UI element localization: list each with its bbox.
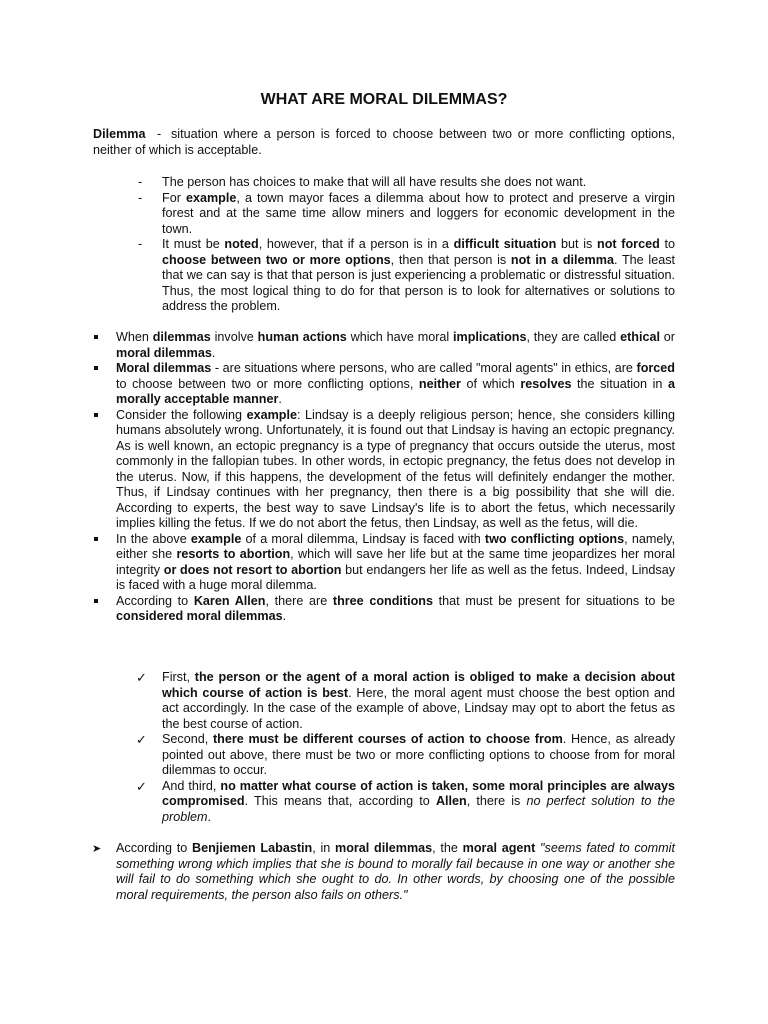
square-bullet-icon xyxy=(94,537,98,541)
dash-bullet-icon: - xyxy=(138,237,143,251)
list-item: ✓ First, the person or the agent of a moral action is obliged to make a decision about which course of action is best. Here, the moral agent must choose the best option and act accordingly. In the case of the example of above, Lindsay may opt to abort the fetus as the best course of action. xyxy=(136,670,675,731)
definition-term: Dilemma xyxy=(93,127,146,141)
definition-dash: - xyxy=(157,127,162,141)
list-item: - The person has choices to make that will all have results she does not want. xyxy=(138,175,587,189)
checkmark-icon: ✓ xyxy=(136,670,147,685)
square-bullet-icon xyxy=(94,366,98,370)
list-item: ✓ And third, no matter what course of action is taken, some moral principles are always compromised. This means that, according to Allen, there is no perfect solution to the problem. xyxy=(136,778,675,824)
dash-bullet-icon: - xyxy=(138,190,143,205)
square-bullet-icon xyxy=(94,413,98,417)
list-item: Moral dilemmas - are situations where persons, who are called "moral agents" in ethics, are forced to choose between two or more conflicting options, neither of which resolves the situation in a morally acceptable manner. xyxy=(116,361,675,408)
list-item: Consider the following example: Lindsay is a deeply religious person; hence, she considers killing humans absolutely wrong. Unfortunately, it is found out that Lindsay is having an ectopic pregnancy. As is well known, an ectopic pregnancy is a type of pregnancy that occurs outside the uterus, most commonly in the fallopian tubes. In other words, in ectopic pregnancy, the fetus does not develop in the uterus. Now, if this happens, the development of the fetus will definitely endanger the mother. Thus, if Lindsay continues with her pregnancy, then there is a big possibility that she will die. According to experts, the best way to save Lindsay's life is to abort the fetus, which necessarily implies killing the fetus. If we do not abort the fetus, then Lindsay, as well as the fetus, will die. xyxy=(116,408,675,532)
checkmark-icon: ✓ xyxy=(136,778,147,794)
list-item: ✓ Second, there must be different courses of action to choose from. Hence, as already pointed out above, there must be two or more conflicting options to choose from for moral dilemmas to occur. xyxy=(136,732,675,777)
definition-text: situation where a person is forced to choose between two or more conflicting options, neither of which is acceptable. xyxy=(93,127,675,157)
dash-bullet-icon: - xyxy=(138,175,143,189)
moral-dilemma-points-list xyxy=(116,330,675,625)
arrow-bullet-icon: ➤ xyxy=(92,843,102,855)
list-item: According to Karen Allen, there are three conditions that must be present for situations to be considered moral dilemmas. xyxy=(116,594,675,625)
square-bullet-icon xyxy=(94,599,98,603)
dilemma-definition xyxy=(93,127,675,158)
list-item: - For example, a town mayor faces a dilemma about how to protect and preserve a virgin forest and at the same time allow miners and loggers for economic development in the town. xyxy=(138,190,675,236)
list-item: When dilemmas involve human actions which have moral implications, they are called ethical or moral dilemmas. xyxy=(116,330,675,361)
list-item: - It must be noted, however, that if a person is in a difficult situation but is not forced to choose between two or more options, then that person is not in a dilemma. The least that we can say is that that person is just experiencing a problematic or distressful situation. Thus, the most logical thing to do for that person is to look for alternatives or solutions to address the problem. xyxy=(138,237,675,313)
labastin-quote-item: ➤ According to Benjiemen Labastin, in moral dilemmas, the moral agent "seems fated to commit something wrong which implies that she is bound to morally fail because in one way or another she will fail to do something which she ought to do. In other words, by choosing one of the possible moral requirements, the person also fails on others." xyxy=(92,841,675,902)
dilemma-notes-list xyxy=(138,175,675,315)
page-title: WHAT ARE MORAL DILEMMAS? xyxy=(260,91,508,108)
three-conditions-list xyxy=(136,670,675,825)
square-bullet-icon xyxy=(94,335,98,339)
checkmark-icon: ✓ xyxy=(136,732,147,747)
list-item: In the above example of a moral dilemma, Lindsay is faced with two conflicting options, namely, either she resorts to abortion, which will save her life but at the same time jeopardizes her moral integrity or does not resort to abortion but endangers her life as well as the fetus. Indeed, Lindsay is faced with a huge moral dilemma. xyxy=(116,532,675,594)
